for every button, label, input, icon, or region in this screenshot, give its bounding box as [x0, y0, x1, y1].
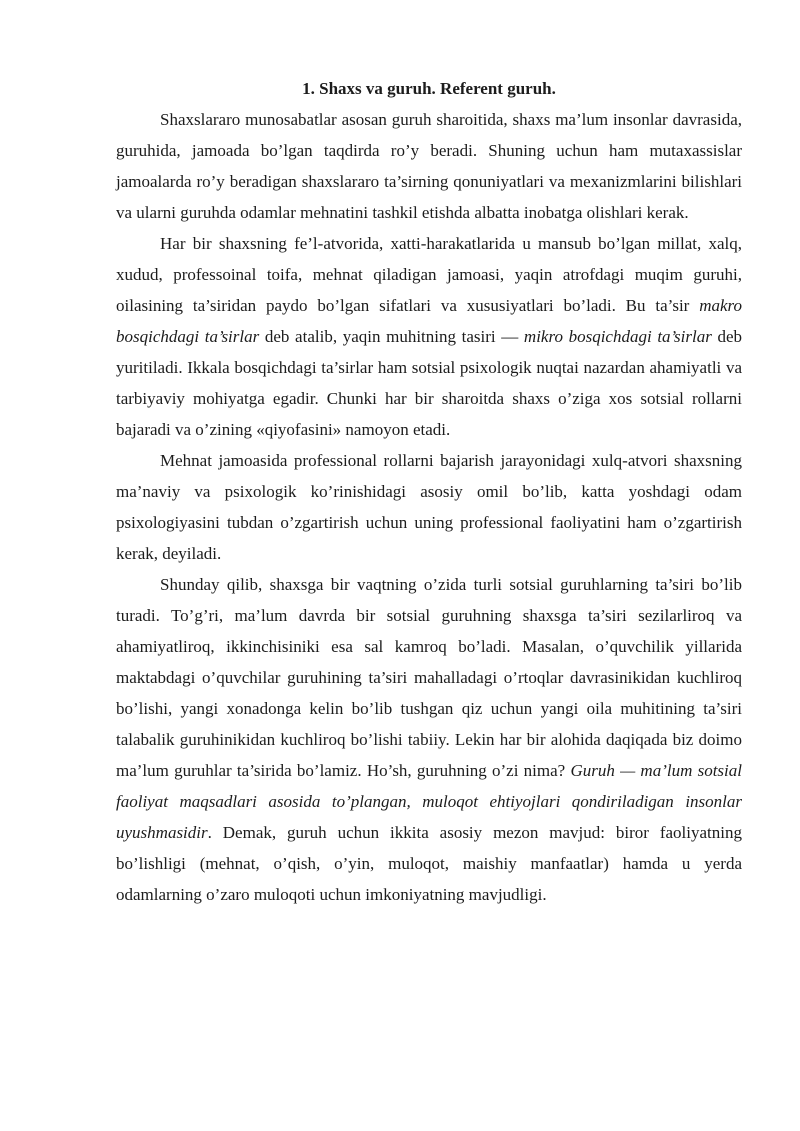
- italic-term: mikro bosqichdagi ta’sirlar: [523, 327, 712, 346]
- paragraph: [116, 104, 742, 228]
- paragraph: [116, 228, 742, 445]
- italic-term: makro bosqichdagi ta’sirlar: [116, 296, 742, 346]
- text-run: deb yuritiladi. Ikkala bosqichdagi ta’sirlar ham sotsial psixologik nuqtai nazardan ahamiyatli va tarbiyaviy mohiyatga egadir. Chunki har bir sharoitda shaxs o’ziga xos sotsial rollarni bajaradi va o’zining «qiyofasini» namoyon etadi.: [116, 327, 743, 439]
- text-run: deb atalib, yaqin muhitning tasiri —: [259, 327, 524, 346]
- text-run: Har bir shaxsning fe’l-atvorida, xatti-harakatlarida u mansub bo’lgan millat, xalq, xudud, professoinal toifa, mehnat qiladigan jamoasi, yaqin atrofdagi muqim guruhi, oilasining ta’siridan paydo bo’lgan sifatlari va xususiyatlari bo’ladi. Bu ta’sir: [116, 234, 742, 315]
- document-body: [116, 74, 742, 910]
- text-run: . Demak, guruh uchun ikkita asosiy mezon mavjud: biror faoliyatning bo’lishligi (mehnat, o’qish, o’yin, muloqot, maishiy manfaatlar) hamda u yerda odamlarning o’zaro muloqoti uchun imkoniyatning mavjudligi.: [116, 823, 742, 904]
- text-run: Mehnat jamoasida professional rollarni bajarish jarayonidagi xulq-atvori shaxsning ma’naviy va psixologik ko’rinishidagi asosiy omil bo’lib, katta yoshdagi odam psixologiyasini tubdan o’zgartirish uchun uning professional faoliyatini ham o’zgartirish kerak, deyiladi.: [116, 451, 742, 563]
- italic-definition: Guruh — ma’lum sotsial faoliyat maqsadlari asosida to’plangan, muloqot ehtiyojlari qondiriladigan insonlar uyushmasidir: [116, 761, 742, 842]
- paragraph: [116, 569, 742, 910]
- text-run: Shunday qilib, shaxsga bir vaqtning o’zida turli sotsial guruhlarning ta’siri bo’lib turadi. To’g’ri, ma’lum davrda bir sotsial guruhning shaxsga ta’siri sezilarliroq va ahamiyatliroq, ikkinchisiniki esa sal kamroq bo’ladi. Masalan, o’quvchilik yillarida maktabdagi o’quvchilar guruhining ta’siri mahalladagi o’rtoqlar davrasinikidan kuchliroq bo’lishi, yangi xonadonga kelin bo’lib tushgan qiz uchun yangi oila muhitining ta’siri talabalik guruhinikidan kuchliroq bo’lishi tabiiy. Lekin har bir alohida daqiqada biz doimo ma’lum guruhlar ta’sirida bo’lamiz. Ho’sh, guruhning o’zi nima?: [116, 575, 742, 780]
- section-title: 1. Shaxs va guruh. Referent guruh.: [302, 79, 556, 98]
- text-run: Shaxslararo munosabatlar asosan guruh sharoitida, shaxs ma’lum insonlar davrasida, guruhida, jamoada bo’lgan taqdirda ro’y beradi. Shuning uchun ham mutaxassislar jamoalarda ro’y beradigan shaxslararo ta’sirning qonuniyatlari va mexanizmlarini bilishlari va ularni guruhda odamlar mehnatini tashkil etishda albatta inobatga olishlari kerak.: [116, 110, 742, 222]
- paragraph: [116, 445, 742, 569]
